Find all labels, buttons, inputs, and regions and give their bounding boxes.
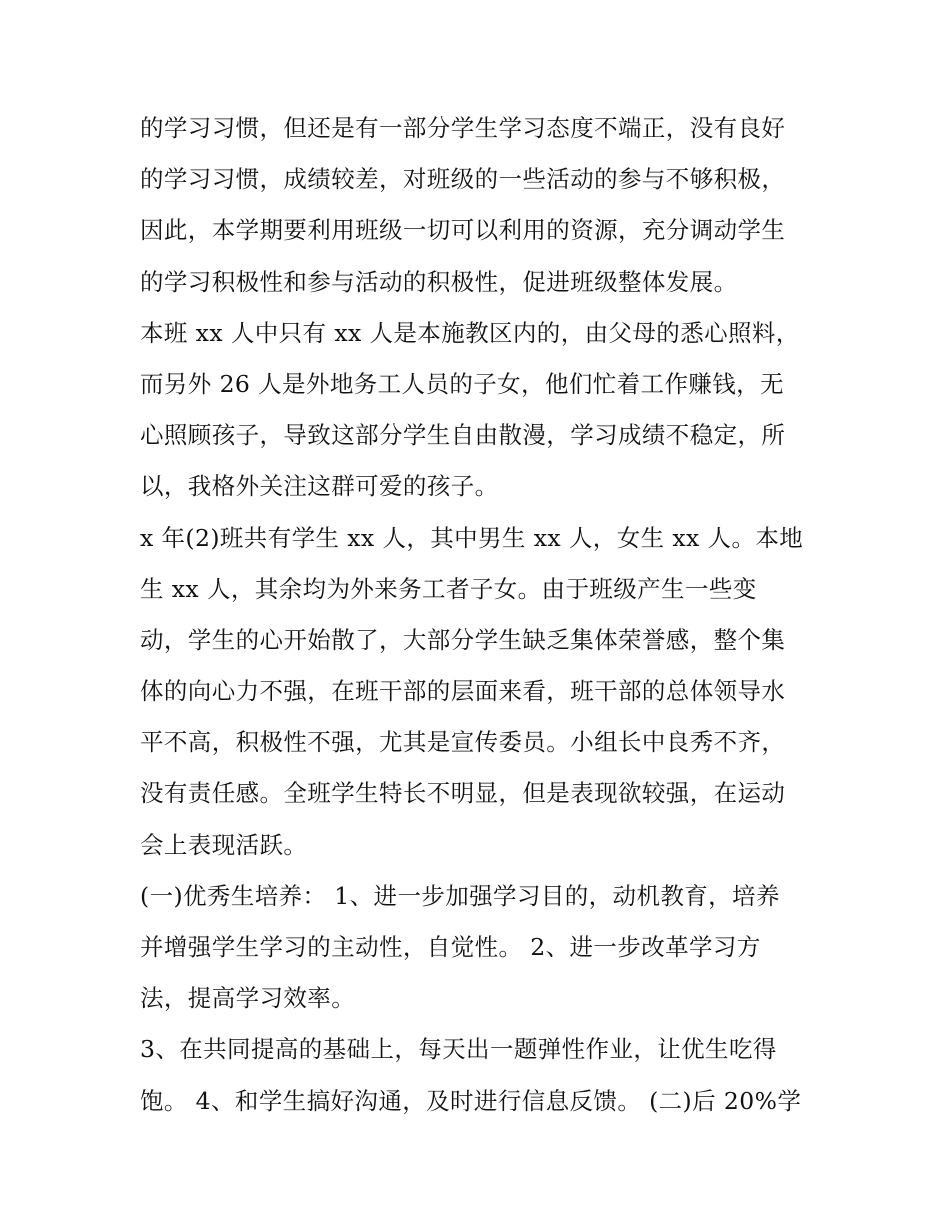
text-line-1: 的学习习惯，但还是有一部分学生学习态度不端正，没有良好 xyxy=(140,114,786,142)
text-line-18: 法，提高学习效率。 xyxy=(140,984,356,1013)
text-line-12: 体的向心力不强，在班干部的层面来看，班干部的总体领导水 xyxy=(140,677,786,706)
text-line-16: (一)优秀生培养： 1、进一步加强学习目的，动机教育，培养 xyxy=(140,881,780,910)
text-line-2: 的学习习惯，成绩较差，对班级的一些活动的参与不够积极， xyxy=(140,165,786,194)
text-line-7: 心照顾孩子，导致这部分学生自由散漫，学习成绩不稳定，所 xyxy=(140,421,786,450)
text-line-19: 3、在共同提高的基础上，每天出一题弹性作业，让优生吃得 xyxy=(140,1035,777,1064)
text-line-11: 动，学生的心开始散了，大部分学生缺乏集体荣誉感，整个集 xyxy=(140,625,786,654)
text-line-15: 会上表现活跃。 xyxy=(140,830,308,859)
text-line-14: 没有责任感。全班学生特长不明显，但是表现欲较强，在运动 xyxy=(140,779,786,808)
text-line-20: 饱。 4、和学生搞好沟通，及时进行信息反馈。 (二)后 20%学 xyxy=(140,1086,802,1115)
text-line-3: 因此，本学期要利用班级一切可以利用的资源，充分调动学生 xyxy=(140,216,786,245)
text-line-6: 而另外 26 人是外地务工人员的子女，他们忙着工作赚钱，无 xyxy=(140,369,784,398)
text-line-17: 并增强学生学习的主动性，自觉性。 2、进一步改革学习方 xyxy=(140,933,761,961)
text-line-10: 生 xx 人，其余均为外来务工者子女。由于班级产生一些变 xyxy=(140,574,757,603)
text-line-8: 以，我格外关注这群可爱的孩子。 xyxy=(140,472,499,501)
text-line-4: 的学习积极性和参与活动的积极性，促进班级整体发展。 xyxy=(140,267,738,296)
document-body xyxy=(140,103,830,1127)
text-line-13: 平不高，积极性不强，尤其是宣传委员。小组长中良秀不齐， xyxy=(140,728,786,757)
text-line-5: 本班 xx 人中只有 xx 人是本施教区内的，由父母的悉心照料， xyxy=(140,318,800,347)
text-line-9: x 年(2)班共有学生 xx 人，其中男生 xx 人，女生 xx 人。本地 xyxy=(140,523,804,552)
